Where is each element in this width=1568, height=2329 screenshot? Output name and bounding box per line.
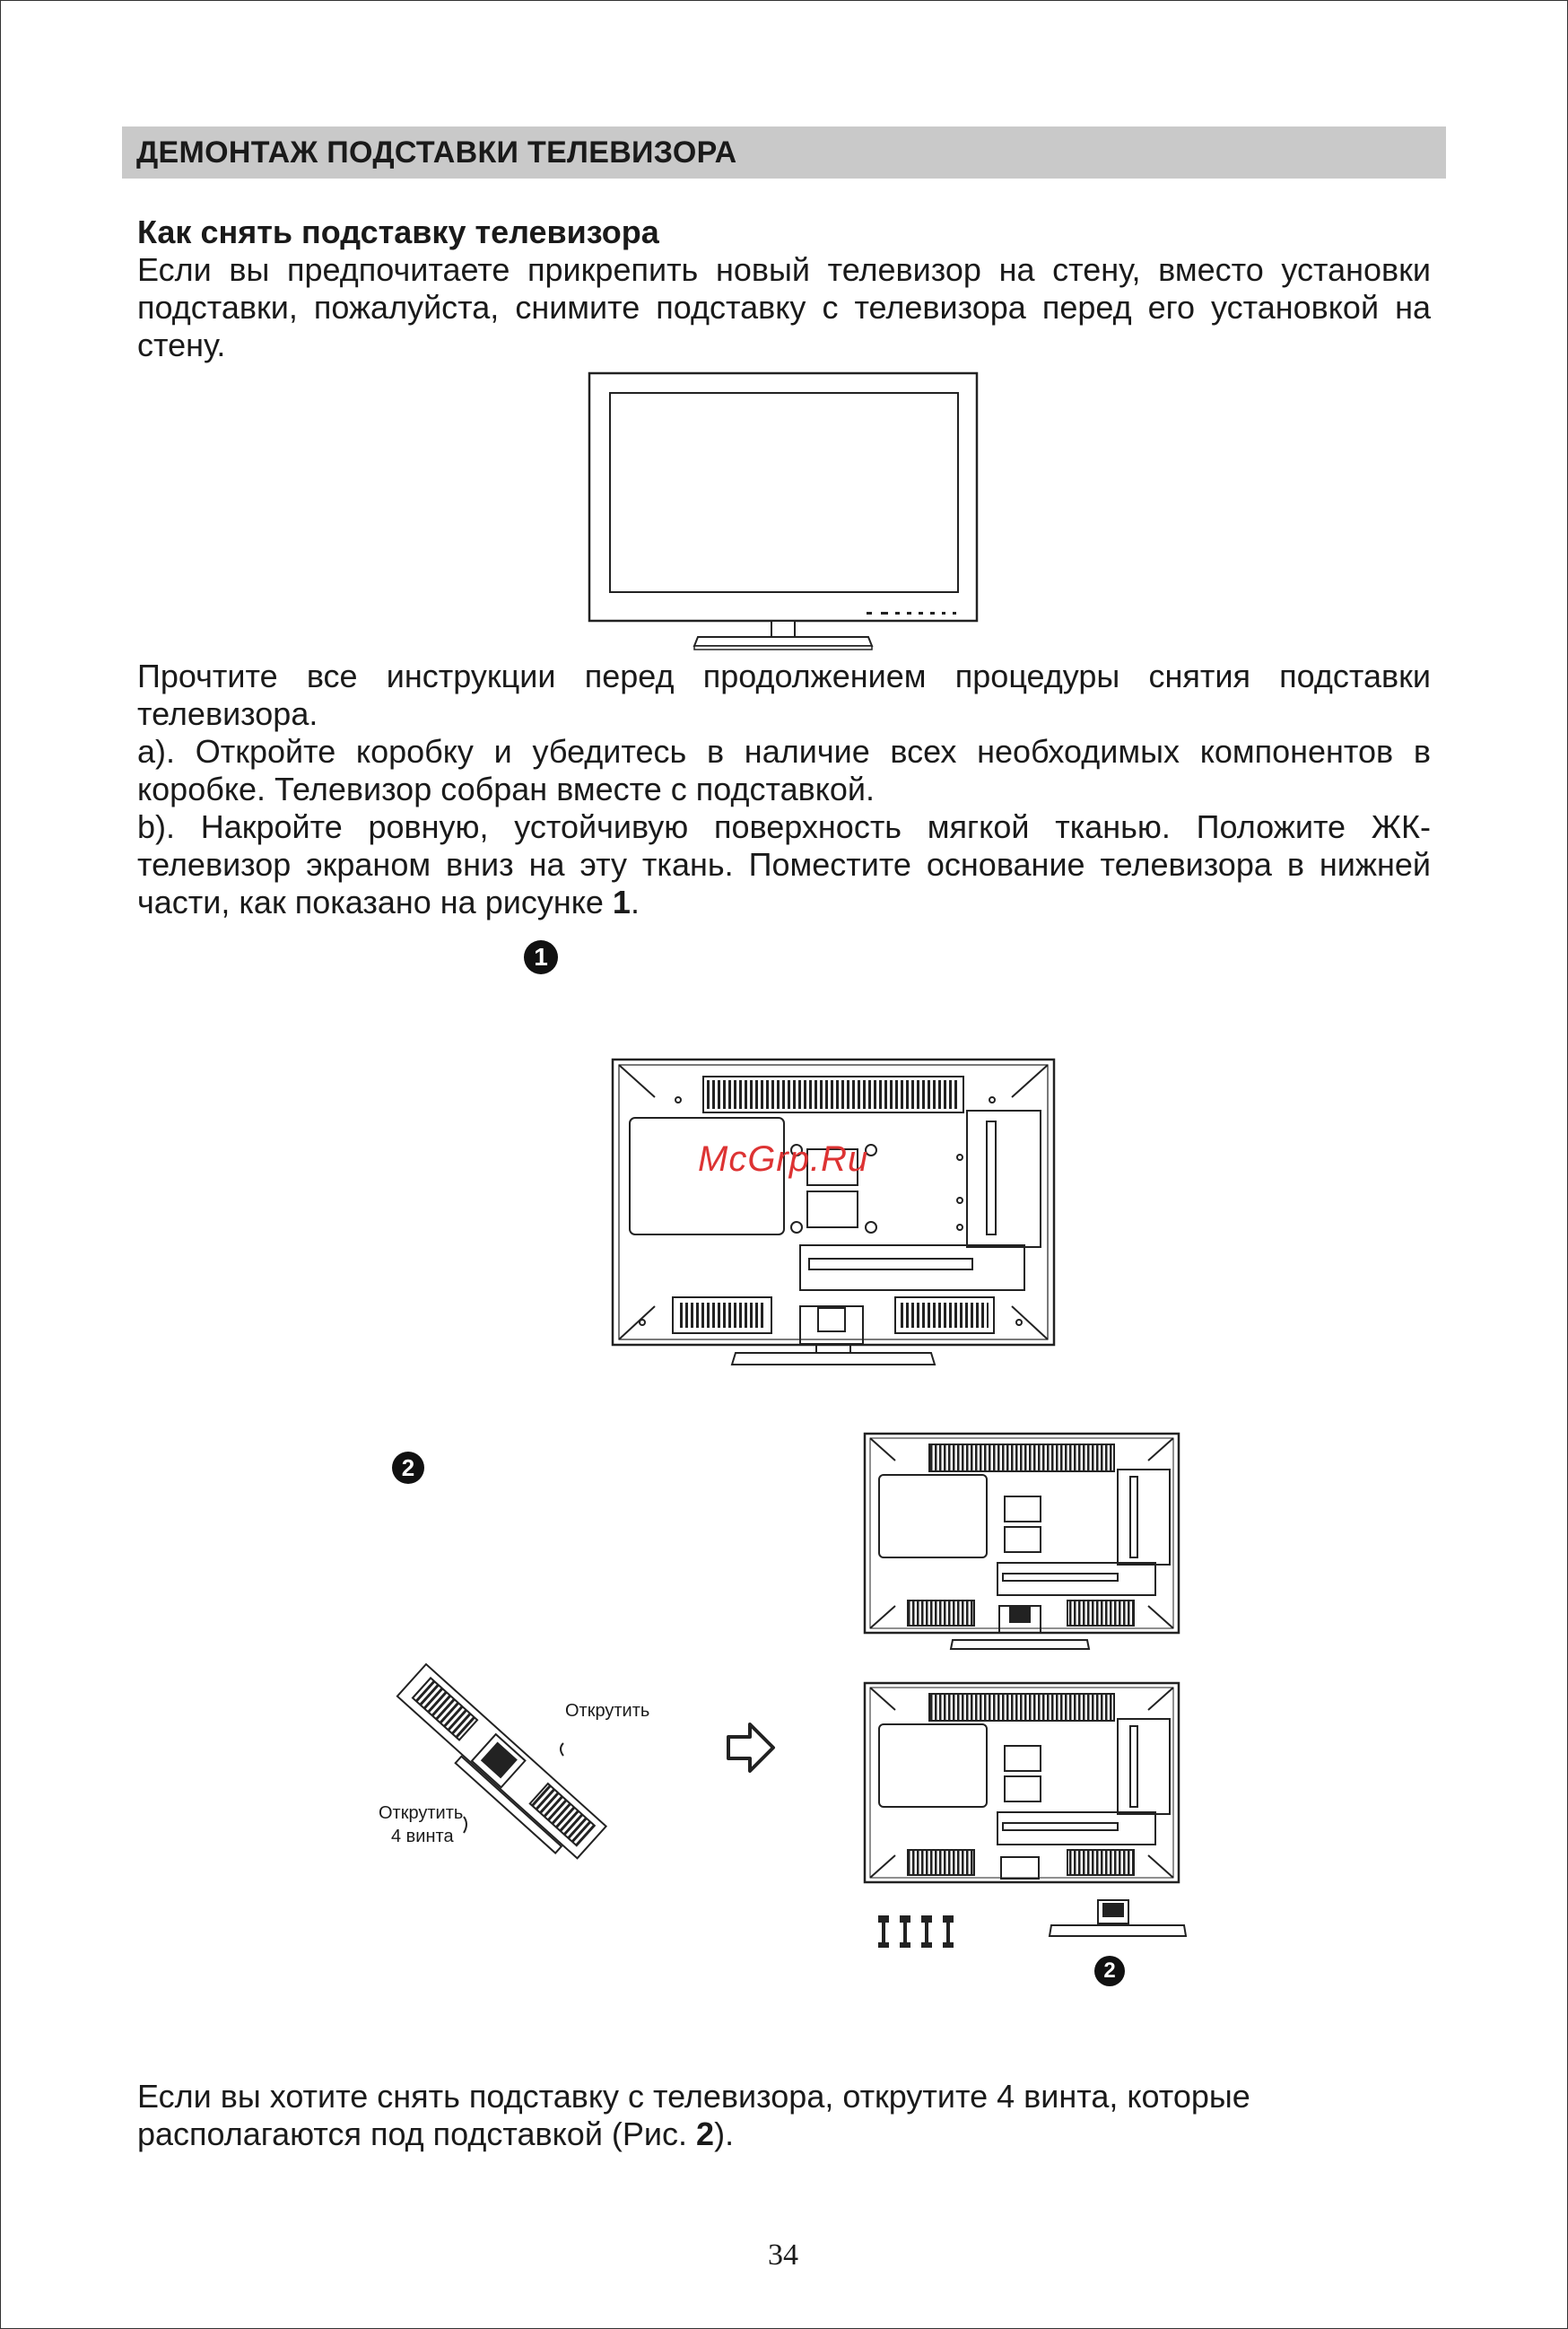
page-number: 34 — [768, 2238, 798, 2272]
intro-line: Если вы предпочитаете прикрепить новый телевизор на стену, вместо установки — [137, 251, 1431, 288]
screws-illustration — [875, 1915, 964, 1953]
steps-paragraph — [137, 658, 1431, 921]
figure-2-marker: 2 — [392, 1452, 424, 1484]
removed-stand-illustration — [1046, 1898, 1189, 1943]
tv-back-stand-removed-illustration — [863, 1681, 1182, 1888]
watermark-text: McGrp.Ru — [698, 1139, 869, 1179]
steps-line: Прочтите все инструкции перед продолжением процедуры снятия подставки — [137, 658, 1431, 694]
intro-line: стену. — [137, 327, 226, 363]
section-title: ДЕМОНТАЖ ПОДСТАВКИ ТЕЛЕВИЗОРА — [136, 135, 737, 170]
outro-line: Если вы хотите снять подставку с телевизора, открутите 4 винта, которые — [137, 2078, 1250, 2115]
tv-back-with-stand-illustration — [863, 1432, 1182, 1656]
steps-line: a). Откройте коробку и убедитесь в наличие всех необходимых компонентов в — [137, 733, 1431, 770]
outro-line: располагаются под подставкой (Рис. 2). — [137, 2115, 735, 2152]
unscrew-label: Открутить — [379, 1803, 464, 1823]
steps-line: b). Накройте ровную, устойчивую поверхность мягкой тканью. Положите ЖК- — [137, 808, 1431, 845]
steps-line: части, как показано на рисунке 1. — [137, 884, 640, 920]
subsection-title: Как снять подставку телевизора — [137, 214, 659, 250]
steps-line: коробке. Телевизор собран вместе с подставкой. — [137, 771, 875, 807]
figure-ref: 2 — [696, 2115, 715, 2152]
unscrew-label: Открутить — [565, 1701, 650, 1721]
intro-line: подставки, пожалуйста, снимите подставку с телевизора перед его установкой на — [137, 289, 1431, 326]
arrow-right-icon — [725, 1721, 779, 1775]
screws-count-label: 4 винта — [391, 1827, 454, 1846]
figure-ref: 1 — [612, 884, 631, 920]
stand-marker: 2 — [1094, 1956, 1125, 1986]
steps-line: телевизора. — [137, 695, 318, 732]
intro-paragraph — [137, 251, 1431, 364]
tv-front-illustration — [583, 368, 987, 655]
outro-paragraph — [137, 2078, 1431, 2153]
steps-line: телевизор экраном вниз на эту ткань. Поместите основание телевизора в нижней — [137, 846, 1431, 883]
figure-1-marker: 1 — [524, 940, 558, 974]
tv-back-illustration — [610, 1057, 1058, 1371]
